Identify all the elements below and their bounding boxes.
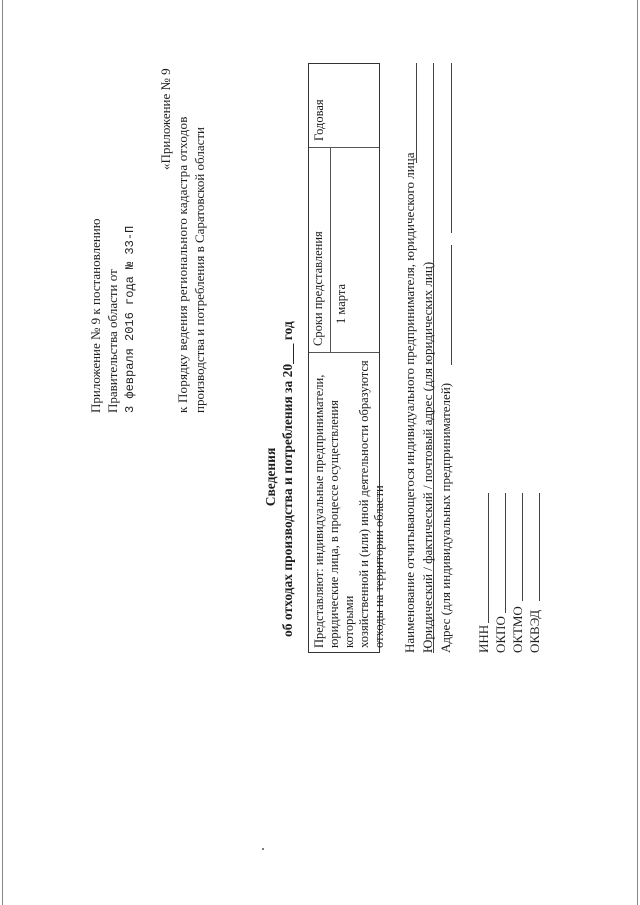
respondent-name-label: Наименование отчитывающегося индивидуального предпринимателя, юридического лица (402, 152, 417, 653)
appendix-line-3: 3 февраля 2016 года № 33-П (123, 225, 137, 413)
original-appendix-line-3: производства и потребления в Саратовской области (192, 127, 207, 413)
okpo-input-line[interactable] (505, 493, 506, 613)
deadline-value-text: 1 марта (334, 284, 348, 324)
oktmo-input-line[interactable] (522, 493, 523, 601)
original-appendix-line-1: «Приложение № 9 (158, 68, 173, 170)
submitters-line-3: хозяйственной и (или) иной деятельности образуются (357, 360, 371, 648)
deadline-value (331, 148, 352, 352)
okved-label: ОКВЭД (527, 609, 542, 653)
submitters-line-4: отходы на территории области (372, 485, 386, 648)
deadline-cell (309, 147, 379, 352)
inn-input-line[interactable] (488, 493, 489, 623)
document-title: Сведения (263, 447, 278, 507)
original-appendix-line-2: к Порядку ведения регионального кадастра отходов (175, 116, 190, 413)
ip-address-label: Адрес (для индивидуальных предпринимателей) (438, 382, 453, 653)
periodicity-cell: Годовая (312, 99, 326, 141)
scan-speck (262, 848, 264, 850)
okpo-label: ОКПО (493, 616, 508, 653)
ip-address-line[interactable] (451, 245, 452, 365)
appendix-line-2: Правительства области от (105, 269, 120, 413)
submitters-line-1: Представляют: индивидуальные предприниматели, (312, 374, 326, 648)
submitters-cell (309, 352, 386, 652)
respondent-name-line[interactable] (416, 63, 417, 163)
appendix-line-1: Приложение № 9 к постановлению (88, 218, 103, 413)
okved-input-line[interactable] (539, 493, 540, 601)
document-subtitle: об отходах производства и потребления за 20___ год (280, 321, 295, 637)
legal-address-label: Юридический / фактический / почтовый адрес (для юридических лиц) (420, 261, 435, 653)
submission-table (308, 63, 386, 653)
oktmo-label: ОКТМО (510, 606, 525, 653)
submitters-line-2: юридические лица, в процессе осуществления которыми (327, 400, 356, 648)
legal-address-line[interactable] (451, 63, 452, 233)
inn-label: ИНН (476, 624, 491, 653)
deadline-header: Сроки представления (309, 148, 331, 352)
